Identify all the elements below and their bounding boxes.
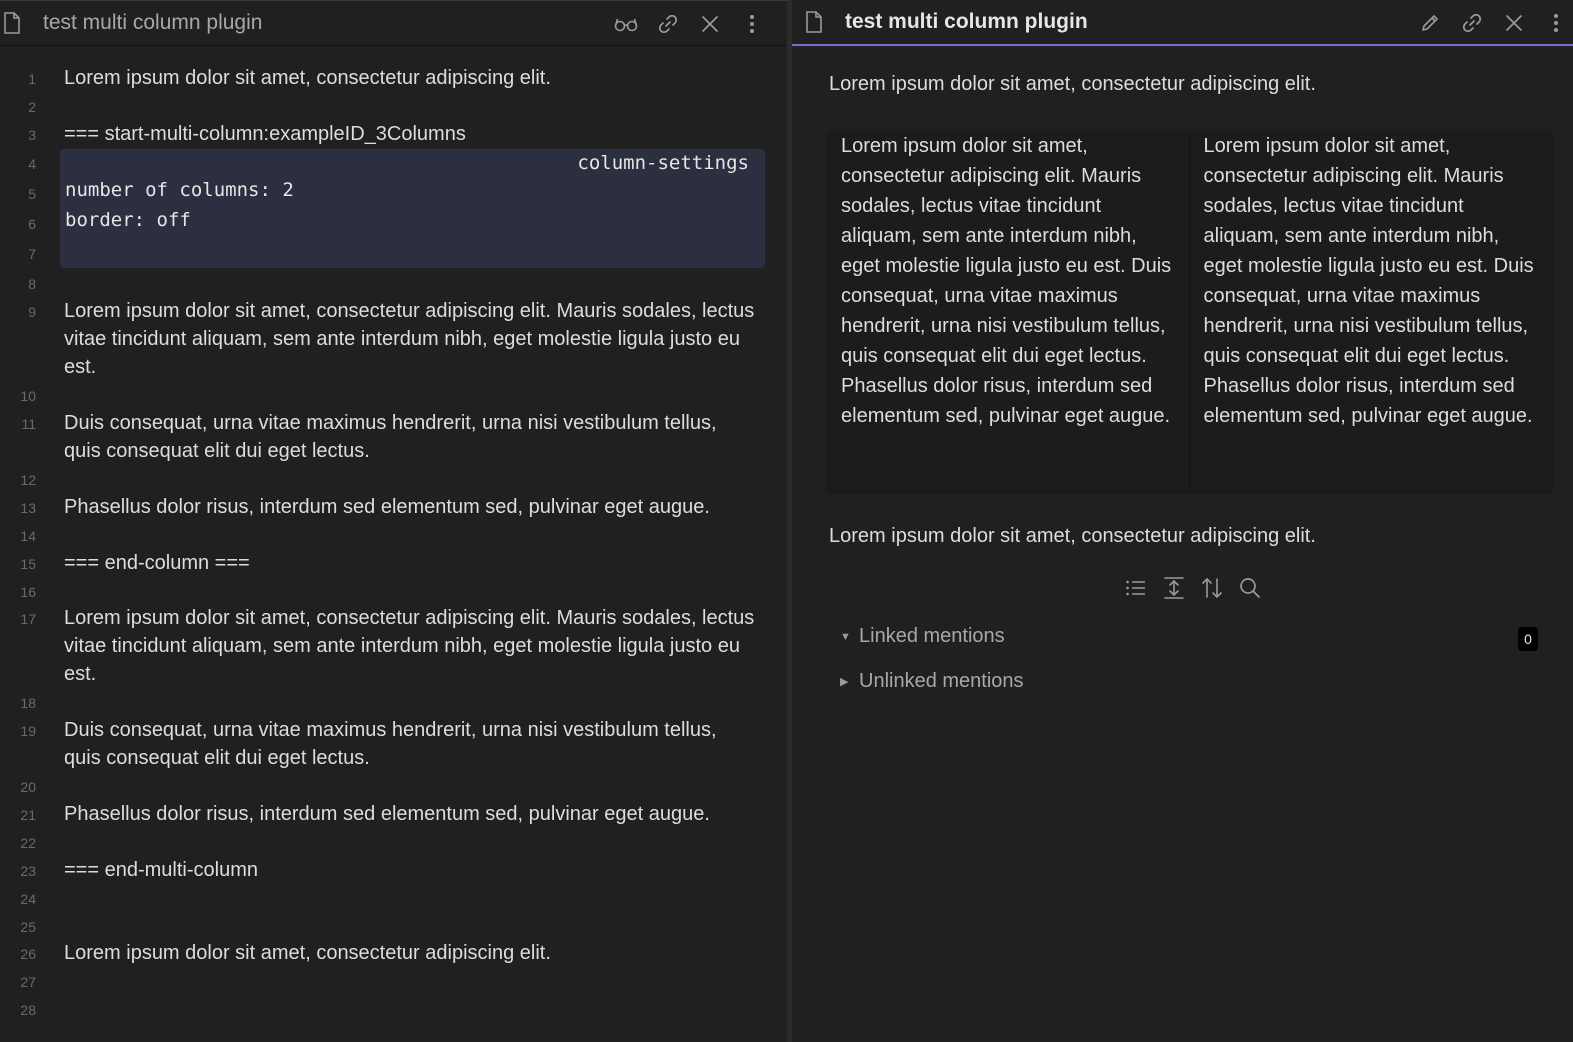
link-icon[interactable] (647, 9, 689, 39)
file-icon[interactable] (3, 12, 21, 34)
more-options-icon[interactable] (731, 9, 773, 39)
linked-mentions-count: 0 (1518, 627, 1538, 651)
unlinked-mentions-toggle[interactable] (840, 670, 1024, 693)
close-icon[interactable] (1493, 8, 1535, 38)
column-2 (1191, 131, 1552, 491)
file-icon[interactable] (805, 11, 823, 33)
multi-column-container (828, 131, 1551, 491)
linked-mentions-toggle[interactable] (840, 625, 1005, 648)
preview-actions (1409, 8, 1573, 38)
reading-view-icon[interactable] (605, 9, 647, 39)
link-icon[interactable] (1451, 8, 1493, 38)
preview-paragraph: Lorem ipsum dolor sit amet, consectetur adipiscing elit. (829, 73, 1316, 95)
chevron-down-icon: ▼ (840, 630, 851, 643)
editor-actions (605, 9, 773, 39)
linked-mentions-label: Linked mentions (859, 625, 1005, 647)
preview-paragraph: Lorem ipsum dolor sit amet, consectetur adipiscing elit. (829, 525, 1316, 547)
list-icon[interactable] (1120, 573, 1152, 603)
column-paragraph: Phasellus dolor risus, interdum sed elementum sed, pulvinar eget augue. (841, 375, 1171, 427)
unlinked-mentions-label: Unlinked mentions (859, 670, 1024, 692)
code-block[interactable] (60, 149, 765, 268)
preview-pane (792, 0, 1573, 1042)
column-paragraph: Lorem ipsum dolor sit amet, consectetur adipiscing elit. Mauris sodales, lectus vitae tincidunt aliquam, sem ante interdum nibh, eget molestie ligula justo eu est. Duis consequat, urna vitae maximus hendrerit, urna nisi vestibulum tellus, quis consequat elit dui eget lectus. (841, 135, 1172, 367)
close-icon[interactable] (689, 9, 731, 39)
column-1 (828, 131, 1189, 491)
edit-pencil-icon[interactable] (1409, 8, 1451, 38)
chevron-right-icon: ▶ (840, 676, 849, 688)
preview-title[interactable]: test multi column plugin (845, 10, 1088, 33)
preview-header (792, 0, 1573, 46)
preview-body (792, 47, 1573, 1042)
code-line: number of columns: 2 (65, 179, 294, 201)
editor-header (0, 0, 787, 46)
column-paragraph: Lorem ipsum dolor sit amet, consectetur adipiscing elit. Mauris sodales, lectus vitae tincidunt aliquam, sem ante interdum nibh, eget molestie ligula justo eu est. Duis consequat, urna vitae maximus hendrerit, urna nisi vestibulum tellus, quis consequat elit dui eget lectus. (1203, 135, 1534, 367)
sort-icon[interactable] (1196, 573, 1228, 603)
code-block-language: column-settings (577, 152, 749, 174)
backlinks-toolbar (1120, 573, 1266, 603)
more-options-icon[interactable] (1535, 8, 1573, 38)
search-icon[interactable] (1234, 573, 1266, 603)
editor-body[interactable]: column-settings number of columns: 2 border: off 1 Lorem ipsum dolor sit amet, consectetur adipiscing elit. 2 3 === start-multi-column:exampleID_3Columns 4 5 6 7 8 9 Lorem ipsum dolor sit amet, consectetur adipiscing elit. Mauris sodales, lectus vitae tincidunt aliquam, sem ante interdum nibh, eget molestie ligula justo eu est. 10 11 Duis consequat, urna vitae maximus hendrerit, urna nisi vestibulum tellus, quis consequat elit dui eget lectus. 12 13 Phasellus dolor risus, interdum sed elementum sed, pulvinar eget augue. 14 15 === end-column === 16 17 Lorem ipsum dolor sit amet, consectetur adipiscing elit. Mauris sodales, lectus vitae tincidunt aliquam, sem ante interdum nibh, eget molestie ligula justo eu est. 18 19 Duis consequat, urna vitae maximus hendrerit, urna nisi vestibulum tellus, quis consequat elit dui eget lectus. 20 21 Phasellus dolor risus, interdum sed elementum sed, pulvinar eget augue. 22 23 === end-multi-column 24 25 26 Lorem ipsum dolor sit amet, consectetur adipiscing elit. 27 28 (0, 47, 787, 1042)
code-line: border: off (65, 209, 191, 231)
column-paragraph: Phasellus dolor risus, interdum sed elementum sed, pulvinar eget augue. (1203, 375, 1533, 427)
editor-title[interactable]: test multi column plugin (43, 11, 263, 34)
expand-icon[interactable] (1158, 573, 1190, 603)
